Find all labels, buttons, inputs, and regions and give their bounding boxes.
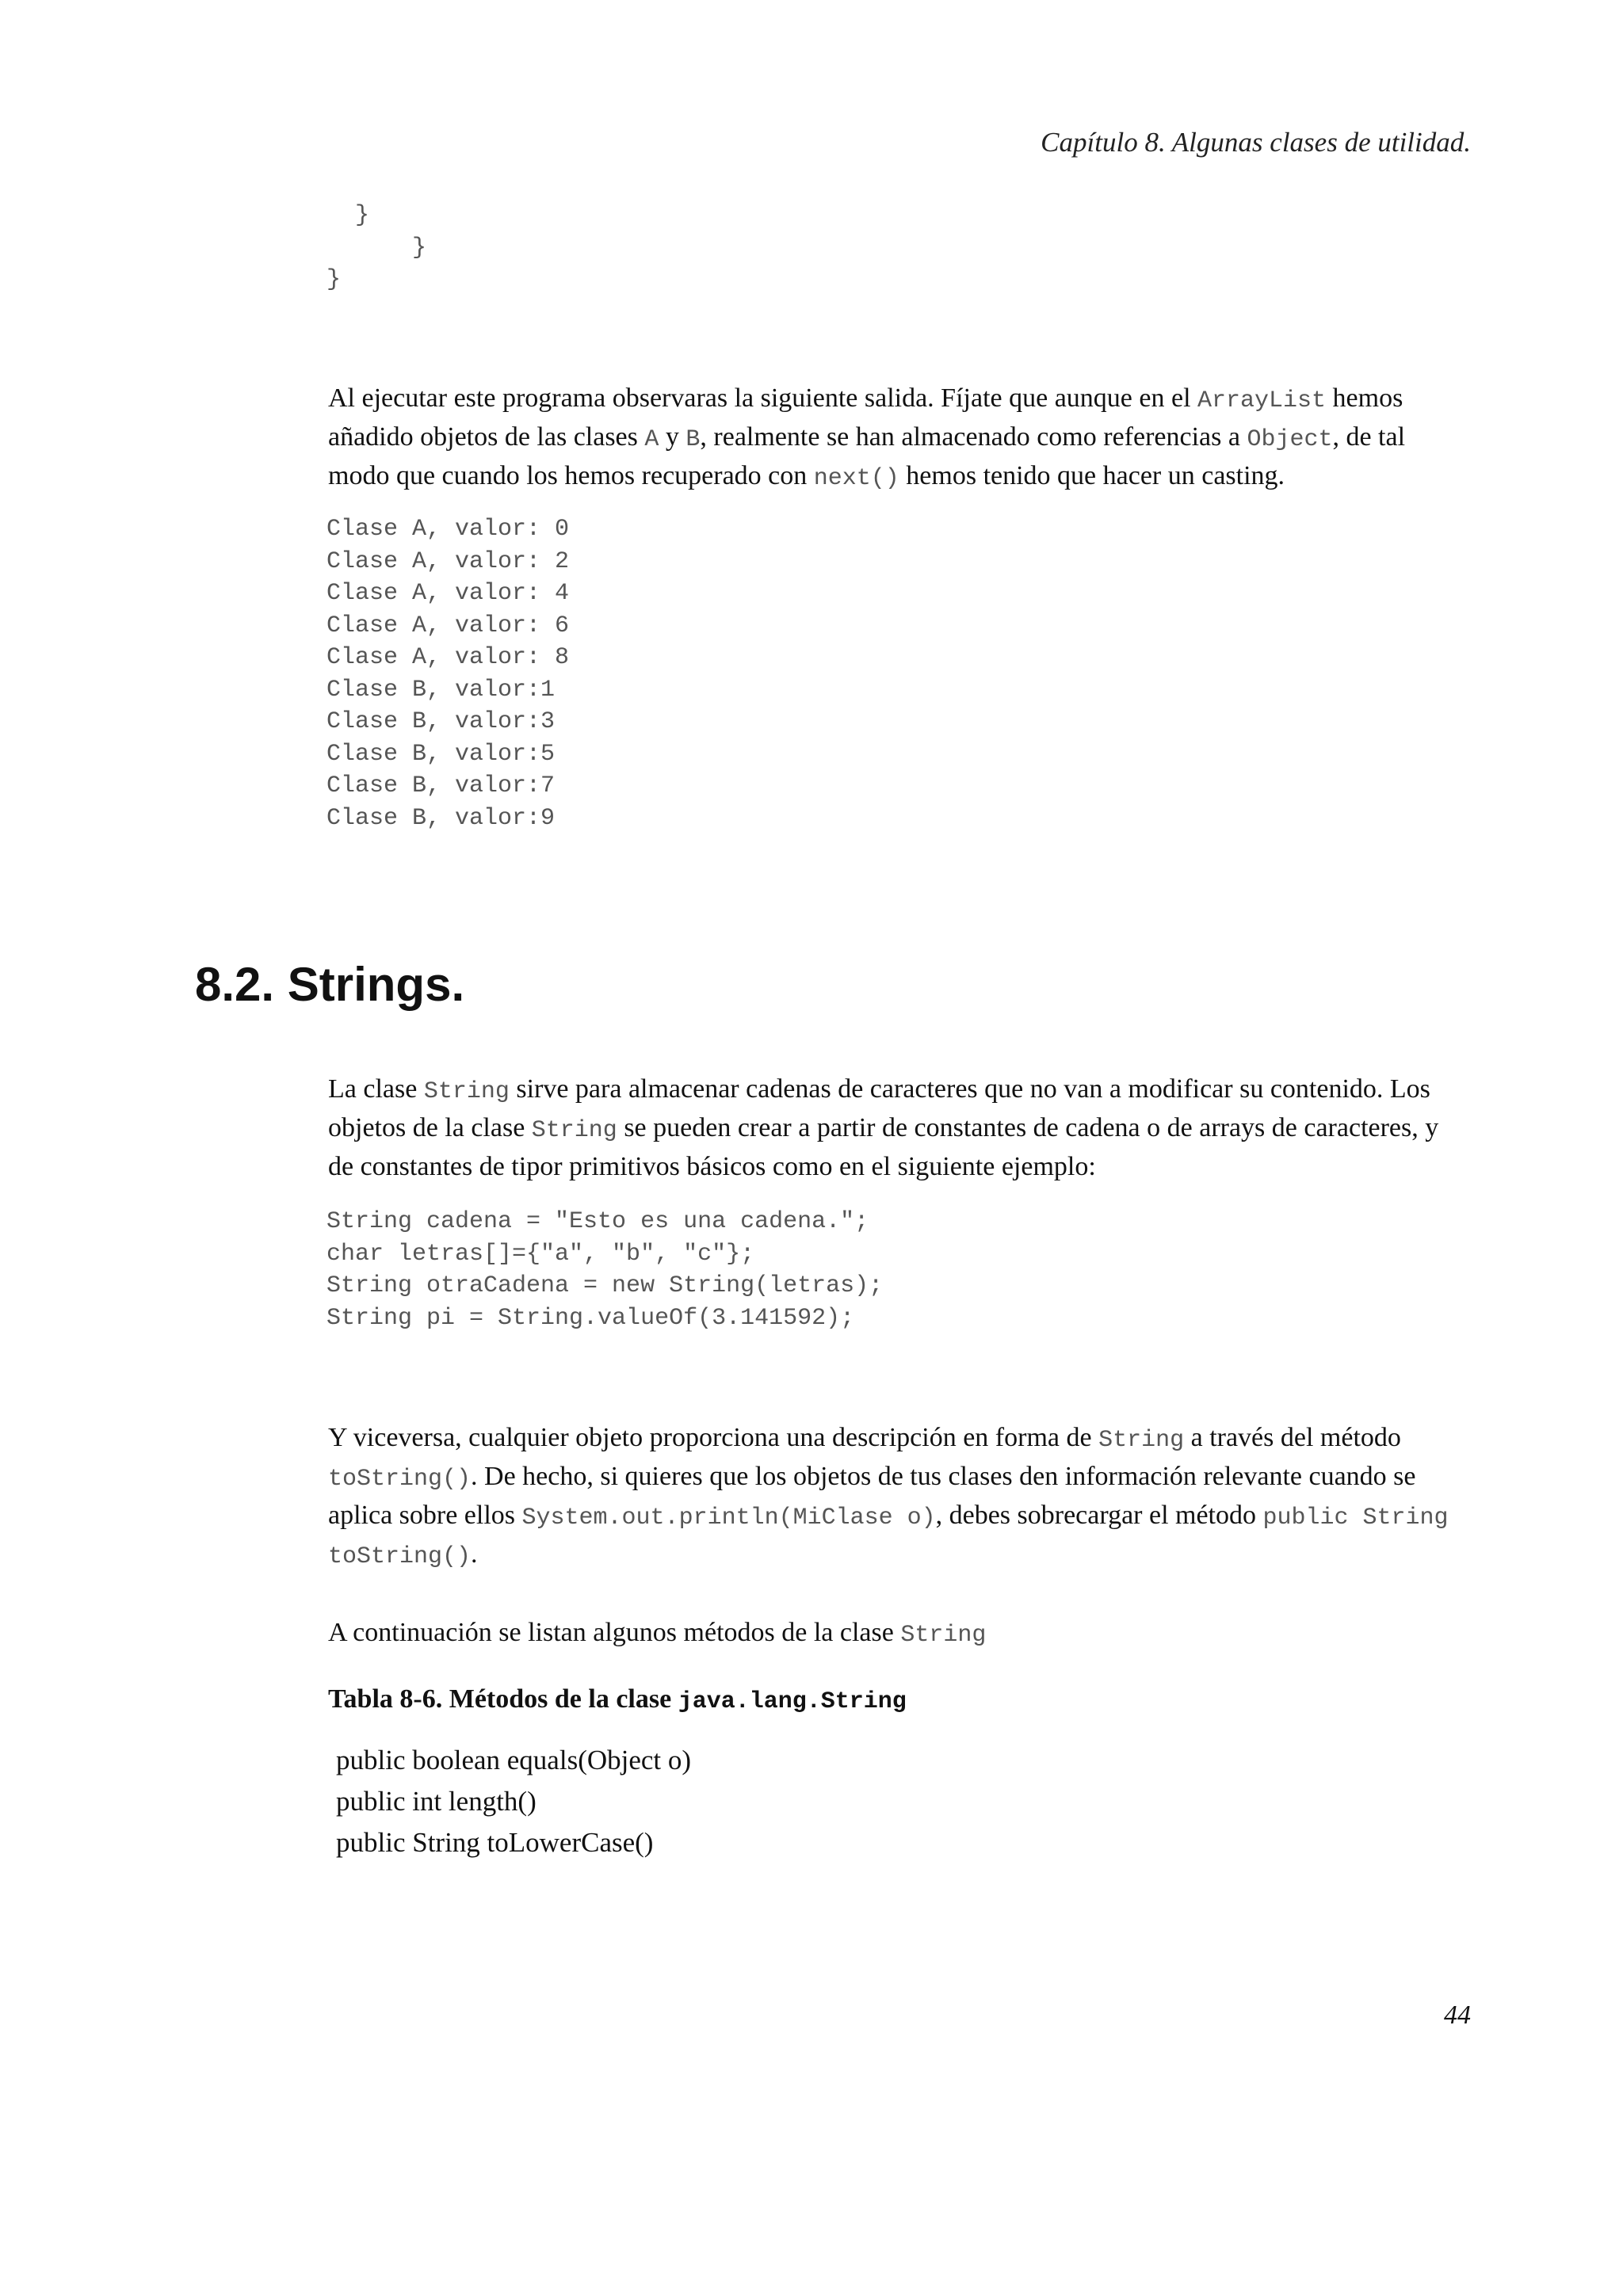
table-caption: Tabla 8-6. Métodos de la clase java.lang.String: [328, 1684, 907, 1715]
code-line: char letras[]={"a", "b", "c"};: [327, 1240, 755, 1268]
inline-code: B: [685, 426, 701, 453]
section-title: 8.2. Strings.: [195, 958, 465, 1011]
inline-code: String: [1098, 1427, 1185, 1454]
paragraph-method-intro: A continuación se listan algunos métodos de la clase String: [328, 1618, 987, 1649]
inline-code: Object: [1247, 426, 1333, 453]
output-line: Clase B, valor:7: [327, 772, 556, 799]
inline-code: String: [531, 1117, 617, 1144]
code-tail: [327, 200, 426, 296]
code-line: }: [327, 202, 370, 229]
page-number: 44: [1444, 2000, 1471, 2030]
output-line: Clase B, valor:3: [327, 708, 556, 735]
running-head: Capítulo 8. Algunas clases de utilidad.: [1041, 127, 1471, 158]
code-line: String pi = String.valueOf(3.141592);: [327, 1304, 855, 1332]
code-line: String cadena = "Esto es una cadena.";: [327, 1208, 869, 1235]
code-line: String otraCadena = new String(letras);: [327, 1272, 884, 1299]
output-line: Clase A, valor: 2: [327, 547, 570, 575]
inline-code: toString(): [328, 1466, 472, 1493]
paragraph-tostring: Y viceversa, cualquier objeto proporciona una descripción en forma de String a través del método toString(). De hecho, si quieres que los objetos de tus clases den información relevante cuando se aplica sobre ellos System.out.println(MiClase o), debes sobrecargar el método public String toString().: [328, 1423, 1449, 1570]
paragraph-string-class: La clase String sirve para almacenar cadenas de caracteres que no van a modificar su contenido. Los objetos de la clase String se pueden crear a partir de constantes de cadena o de arrays de caracteres, y de constantes de tipor primitivos básicos como en el siguiente ejemplo:: [328, 1074, 1439, 1181]
code-line: }: [327, 234, 427, 261]
output-line: Clase B, valor:9: [327, 804, 556, 832]
inline-code: String: [900, 1622, 987, 1649]
table-caption-code: java.lang.String: [678, 1688, 907, 1715]
code-line: }: [327, 266, 342, 293]
inline-code: String: [423, 1078, 510, 1105]
method-row: public int length(): [336, 1786, 537, 1817]
inline-code: public String toString(): [328, 1505, 1449, 1570]
output-line: Clase A, valor: 4: [327, 580, 570, 607]
method-row: public String toLowerCase(): [336, 1827, 654, 1858]
output-line: Clase B, valor:1: [327, 676, 556, 704]
inline-code: System.out.println(MiClase o): [521, 1505, 936, 1531]
program-output: [327, 513, 569, 834]
inline-code: next(): [813, 465, 899, 492]
paragraph-output-intro: Al ejecutar este programa observaras la siguiente salida. Fíjate que aunque en el ArrayList hemos añadido objetos de las clases A y B, realmente se han almacenado como referencias a Object, de tal modo que cuando los hemos recuperado con next() hemos tenido que hacer un casting.: [328, 383, 1406, 492]
output-line: Clase A, valor: 6: [327, 612, 570, 639]
inline-code: A: [644, 426, 659, 453]
inline-code: ArrayList: [1197, 387, 1327, 414]
output-line: Clase B, valor:5: [327, 740, 556, 768]
method-row: public boolean equals(Object o): [336, 1745, 692, 1775]
methods-table: [336, 1740, 691, 1863]
output-line: Clase A, valor: 8: [327, 644, 570, 671]
example-code: [327, 1206, 883, 1334]
output-line: Clase A, valor: 0: [327, 516, 570, 543]
